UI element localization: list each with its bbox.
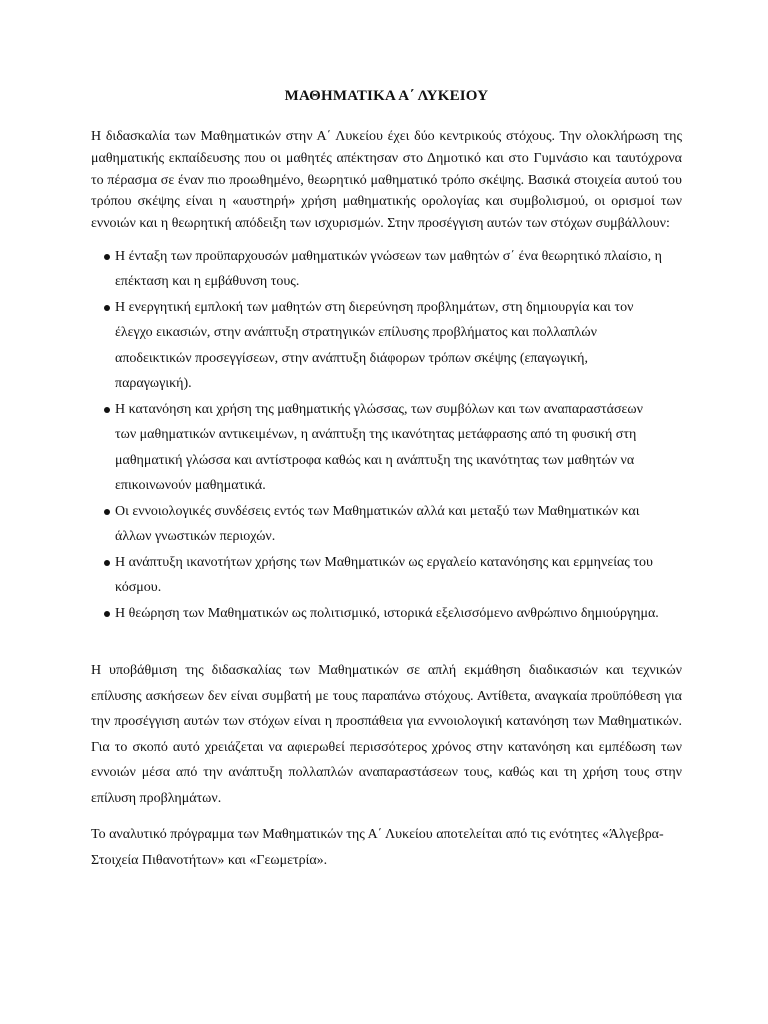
goal-item: Η ανάπτυξη ικανοτήτων χρήσης των Μαθηματικών ως εργαλείο κατανόησης και ερμηνείας του κόσμου.	[91, 550, 662, 601]
intro-paragraph: Η διδασκαλία των Μαθηματικών στην Α΄ Λυκείου έχει δύο κεντρικούς στόχους. Την ολοκλήρωση της μαθηματικής εκπαίδευσης που οι μαθητές απέκτησαν στο Δημοτικό και στο Γυμνάσιο και ταυτόχρονα το πέρασμα σε έναν πιο προωθημένο, θεωρητικό μαθηματικό τρόπο σκέψης. Βασικά στοιχεία αυτού του τρόπου σκέψης είναι η «αυστηρή» χρήση μαθηματικής ορολογίας και συμβολισμού, οι ορισμοί των εννοιών και η θεωρητική απόδειξη των ισχυρισμών. Στην προσέγγιση αυτών των στόχων συμβάλλουν:	[91, 129, 682, 232]
body-paragraph: Η υποβάθμιση της διδασκαλίας των Μαθηματικών σε απλή εκμάθηση διαδικασιών και τεχνικών επίλυσης ασκήσεων δεν είναι συμβατή με τους παραπάνω στόχους. Αντίθετα, αναγκαία προϋπόθεση για την προσέγγιση αυτών των στόχων είναι η προσπάθεια για εννοιολογική κατανόηση των Μαθηματικών. Για το σκοπό αυτό χρειάζεται να αφιερωθεί περισσότερος χρόνος στην κατανόηση και εμπέδωση των εννοιών μέσα από την ανάπτυξη πολλαπλών αναπαραστάσεων τους, καθώς και τη χρήση τους στην επίλυση προβλημάτων.	[91, 663, 682, 806]
document-title: ΜΑΘΗΜΑΤΙΚΑ Α΄ ΛΥΚΕΙΟΥ	[284, 88, 489, 104]
goal-item: Η κατανόηση και χρήση της μαθηματικής γλώσσας, των συμβόλων και των αναπαραστάσεων των μαθηματικών αντικειμένων, η ανάπτυξη της ικανότητας μετάφρασης από τη φυσική στη μαθηματική γλώσσα και αντίστροφα καθώς και η ανάπτυξη της ικανότητας των μαθητών να επικοινωνούν μαθηματικά.	[91, 397, 662, 499]
goal-item: Η θεώρηση των Μαθηματικών ως πολιτισμικό, ιστορικά εξελισσόμενο ανθρώπινο δημιούργημα.	[91, 601, 662, 627]
goal-item: Η ενεργητική εμπλοκή των μαθητών στη διερεύνηση προβλημάτων, στη δημιουργία και τον έλεγχο εικασιών, στην ανάπτυξη στρατηγικών επίλυσης προβλήματος και πολλαπλών αποδεικτικών προσεγγίσεων, στην ανάπτυξη διάφορων τρόπων σκέψης (επαγωγική, παραγωγική).	[91, 295, 662, 397]
closing-paragraph: Το αναλυτικό πρόγραμμα των Μαθηματικών της Α΄ Λυκείου αποτελείται από τις ενότητες «Άλγεβρα-Στοιχεία Πιθανοτήτων» και «Γεωμετρία».	[91, 827, 664, 868]
goal-item: Η ένταξη των προϋπαρχουσών μαθηματικών γνώσεων των μαθητών σ΄ ένα θεωρητικό πλαίσιο, η επέκταση και η εμβάθυνση τους.	[91, 244, 662, 295]
goal-item: Οι εννοιολογικές συνδέσεις εντός των Μαθηματικών αλλά και μεταξύ των Μαθηματικών και άλλων γνωστικών περιοχών.	[91, 499, 662, 550]
goals-list	[91, 244, 682, 627]
